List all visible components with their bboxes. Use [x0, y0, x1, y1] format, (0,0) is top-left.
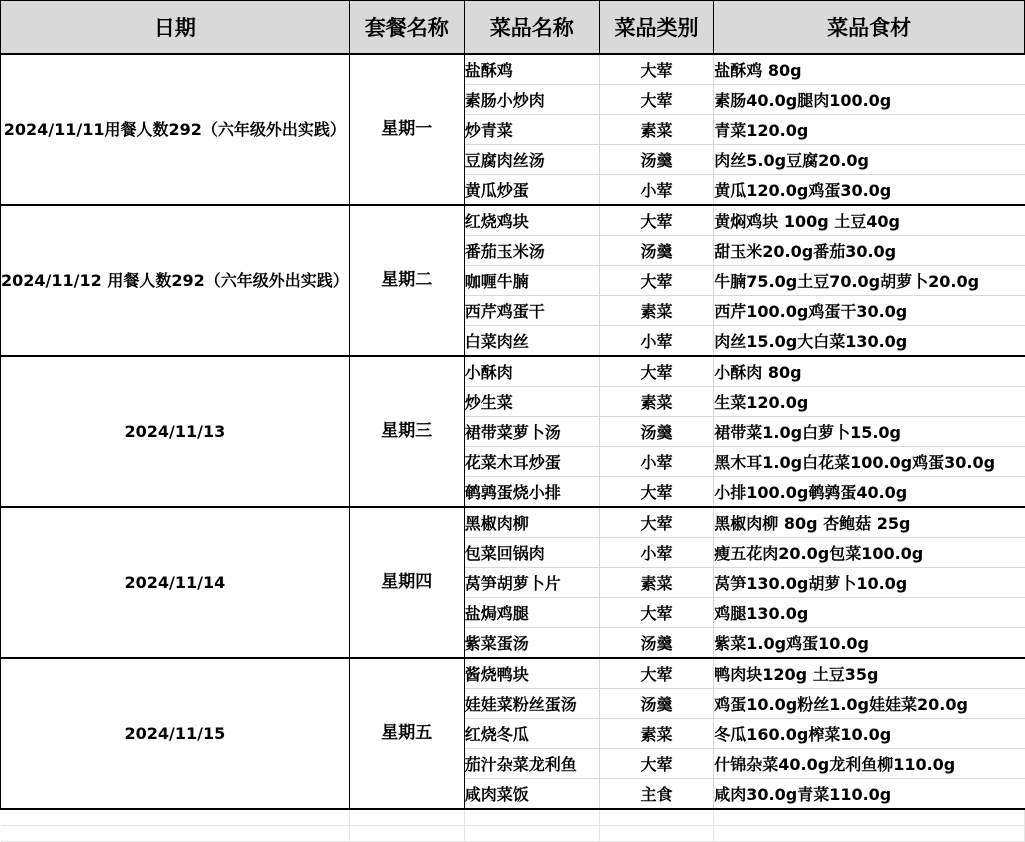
dish-category-cell[interactable]: 大荤: [599, 658, 714, 689]
dish-category-cell[interactable]: 汤羹: [599, 628, 714, 659]
date-cell[interactable]: 2024/11/11用餐人数292（六年级外出实践）: [1, 54, 350, 205]
dish-category-cell[interactable]: 大荤: [599, 477, 714, 508]
ingredients-cell[interactable]: 黄瓜120.0g鸡蛋30.0g: [714, 175, 1025, 206]
dish-category-cell[interactable]: 大荤: [599, 205, 714, 236]
header-dish-category[interactable]: 菜品类别: [599, 1, 714, 55]
ingredients-cell[interactable]: 什锦杂菜40.0g龙利鱼柳110.0g: [714, 749, 1025, 779]
dish-category-cell[interactable]: 大荤: [599, 266, 714, 296]
dish-category-cell[interactable]: 主食: [599, 779, 714, 810]
dish-category-cell[interactable]: 素菜: [599, 296, 714, 326]
ingredients-cell[interactable]: 小酥肉 80g: [714, 356, 1025, 387]
table-row: [1, 54, 1025, 85]
date-cell[interactable]: 2024/11/12 用餐人数292（六年级外出实践）: [1, 205, 350, 356]
table-row: [1, 356, 1025, 387]
dish-name-cell[interactable]: 盐酥鸡: [464, 54, 599, 85]
ingredients-cell[interactable]: 甜玉米20.0g番茄30.0g: [714, 236, 1025, 266]
ingredients-cell[interactable]: 鸡腿130.0g: [714, 598, 1025, 628]
dish-category-cell[interactable]: 素菜: [599, 719, 714, 749]
menu-name-cell[interactable]: 星期一: [349, 54, 464, 205]
ingredients-cell[interactable]: 西芹100.0g鸡蛋干30.0g: [714, 296, 1025, 326]
ingredients-cell[interactable]: 鸭肉块120g 土豆35g: [714, 658, 1025, 689]
menu-name-cell[interactable]: 星期五: [349, 658, 464, 809]
ingredients-cell[interactable]: 鸡蛋10.0g粉丝1.0g娃娃菜20.0g: [714, 689, 1025, 719]
dish-category-cell[interactable]: 汤羹: [599, 145, 714, 175]
dish-name-cell[interactable]: 茄汁杂菜龙利鱼: [464, 749, 599, 779]
dish-name-cell[interactable]: 炒生菜: [464, 387, 599, 417]
menu-name-cell[interactable]: 星期三: [349, 356, 464, 507]
header-menu-name[interactable]: 套餐名称: [349, 1, 464, 55]
dish-category-cell[interactable]: 小荤: [599, 538, 714, 568]
dish-category-cell[interactable]: 素菜: [599, 568, 714, 598]
dish-name-cell[interactable]: 酱烧鸭块: [464, 658, 599, 689]
header-ingredients[interactable]: 菜品食材: [714, 1, 1025, 55]
ingredients-cell[interactable]: 素肠40.0g腿肉100.0g: [714, 85, 1025, 115]
dish-name-cell[interactable]: 盐焗鸡腿: [464, 598, 599, 628]
empty-cell[interactable]: [599, 826, 714, 842]
dish-category-cell[interactable]: 素菜: [599, 387, 714, 417]
menu-name-cell[interactable]: 星期四: [349, 507, 464, 658]
dish-name-cell[interactable]: 娃娃菜粉丝蛋汤: [464, 689, 599, 719]
empty-cell[interactable]: [349, 826, 464, 842]
dish-name-cell[interactable]: 鹌鹑蛋烧小排: [464, 477, 599, 508]
ingredients-cell[interactable]: 肉丝5.0g豆腐20.0g: [714, 145, 1025, 175]
empty-cell[interactable]: [1, 809, 350, 826]
dish-name-cell[interactable]: 豆腐肉丝汤: [464, 145, 599, 175]
ingredients-cell[interactable]: 咸肉30.0g青菜110.0g: [714, 779, 1025, 810]
blank-rows: [1, 809, 1025, 842]
dish-name-cell[interactable]: 咸肉菜饭: [464, 779, 599, 810]
empty-cell[interactable]: [714, 826, 1025, 842]
dish-name-cell[interactable]: 黑椒肉柳: [464, 507, 599, 538]
header-date[interactable]: 日期: [1, 1, 350, 55]
date-cell[interactable]: 2024/11/14: [1, 507, 350, 658]
dish-category-cell[interactable]: 大荤: [599, 356, 714, 387]
dish-name-cell[interactable]: 红烧鸡块: [464, 205, 599, 236]
ingredients-cell[interactable]: 瘦五花肉20.0g包菜100.0g: [714, 538, 1025, 568]
table-row: [1, 205, 1025, 236]
header-dish-name[interactable]: 菜品名称: [464, 1, 599, 55]
ingredients-cell[interactable]: 黄焖鸡块 100g 土豆40g: [714, 205, 1025, 236]
ingredients-cell[interactable]: 盐酥鸡 80g: [714, 54, 1025, 85]
ingredients-cell[interactable]: 黑椒肉柳 80g 杏鲍菇 25g: [714, 507, 1025, 538]
dish-name-cell[interactable]: 白菜肉丝: [464, 326, 599, 357]
ingredients-cell[interactable]: 生菜120.0g: [714, 387, 1025, 417]
empty-cell[interactable]: [714, 809, 1025, 826]
dish-name-cell[interactable]: 番茄玉米汤: [464, 236, 599, 266]
empty-cell[interactable]: [1, 826, 350, 842]
dish-name-cell[interactable]: 炒青菜: [464, 115, 599, 145]
ingredients-cell[interactable]: 黑木耳1.0g白花菜100.0g鸡蛋30.0g: [714, 447, 1025, 477]
ingredients-cell[interactable]: 小排100.0g鹌鹑蛋40.0g: [714, 477, 1025, 508]
dish-name-cell[interactable]: 包菜回锅肉: [464, 538, 599, 568]
ingredients-cell[interactable]: 肉丝15.0g大白菜130.0g: [714, 326, 1025, 357]
dish-category-cell[interactable]: 小荤: [599, 447, 714, 477]
dish-name-cell[interactable]: 小酥肉: [464, 356, 599, 387]
table-row: [1, 507, 1025, 538]
dish-name-cell[interactable]: 红烧冬瓜: [464, 719, 599, 749]
dish-name-cell[interactable]: 西芹鸡蛋干: [464, 296, 599, 326]
dish-category-cell[interactable]: 大荤: [599, 598, 714, 628]
header-row: [1, 1, 1025, 55]
table-row: [1, 658, 1025, 689]
dish-name-cell[interactable]: 裙带菜萝卜汤: [464, 417, 599, 447]
dish-category-cell[interactable]: 汤羹: [599, 689, 714, 719]
dish-name-cell[interactable]: 咖喱牛腩: [464, 266, 599, 296]
menu-name-cell[interactable]: 星期二: [349, 205, 464, 356]
ingredients-cell[interactable]: 冬瓜160.0g榨菜10.0g: [714, 719, 1025, 749]
dish-name-cell[interactable]: 紫菜蛋汤: [464, 628, 599, 659]
dish-category-cell[interactable]: 大荤: [599, 507, 714, 538]
date-cell[interactable]: 2024/11/15: [1, 658, 350, 809]
dish-category-cell[interactable]: 大荤: [599, 749, 714, 779]
empty-cell[interactable]: [464, 809, 599, 826]
empty-cell[interactable]: [599, 809, 714, 826]
dish-name-cell[interactable]: 莴笋胡萝卜片: [464, 568, 599, 598]
dish-name-cell[interactable]: 花菜木耳炒蛋: [464, 447, 599, 477]
empty-cell[interactable]: [464, 826, 599, 842]
dish-category-cell[interactable]: 小荤: [599, 326, 714, 357]
empty-cell[interactable]: [349, 809, 464, 826]
dish-category-cell[interactable]: 小荤: [599, 175, 714, 206]
ingredients-cell[interactable]: 莴笋130.0g胡萝卜10.0g: [714, 568, 1025, 598]
empty-row: [1, 826, 1025, 842]
dish-name-cell[interactable]: 黄瓜炒蛋: [464, 175, 599, 206]
dish-category-cell[interactable]: 素菜: [599, 115, 714, 145]
dish-category-cell[interactable]: 大荤: [599, 85, 714, 115]
ingredients-cell[interactable]: 紫菜1.0g鸡蛋10.0g: [714, 628, 1025, 659]
dish-name-cell[interactable]: 素肠小炒肉: [464, 85, 599, 115]
empty-row: [1, 809, 1025, 826]
dish-category-cell[interactable]: 大荤: [599, 54, 714, 85]
dish-category-cell[interactable]: 汤羹: [599, 417, 714, 447]
ingredients-cell[interactable]: 青菜120.0g: [714, 115, 1025, 145]
date-cell[interactable]: 2024/11/13: [1, 356, 350, 507]
dish-category-cell[interactable]: 汤羹: [599, 236, 714, 266]
ingredients-cell[interactable]: 牛腩75.0g土豆70.0g胡萝卜20.0g: [714, 266, 1025, 296]
menu-body: [1, 54, 1025, 809]
ingredients-cell[interactable]: 裙带菜1.0g白萝卜15.0g: [714, 417, 1025, 447]
